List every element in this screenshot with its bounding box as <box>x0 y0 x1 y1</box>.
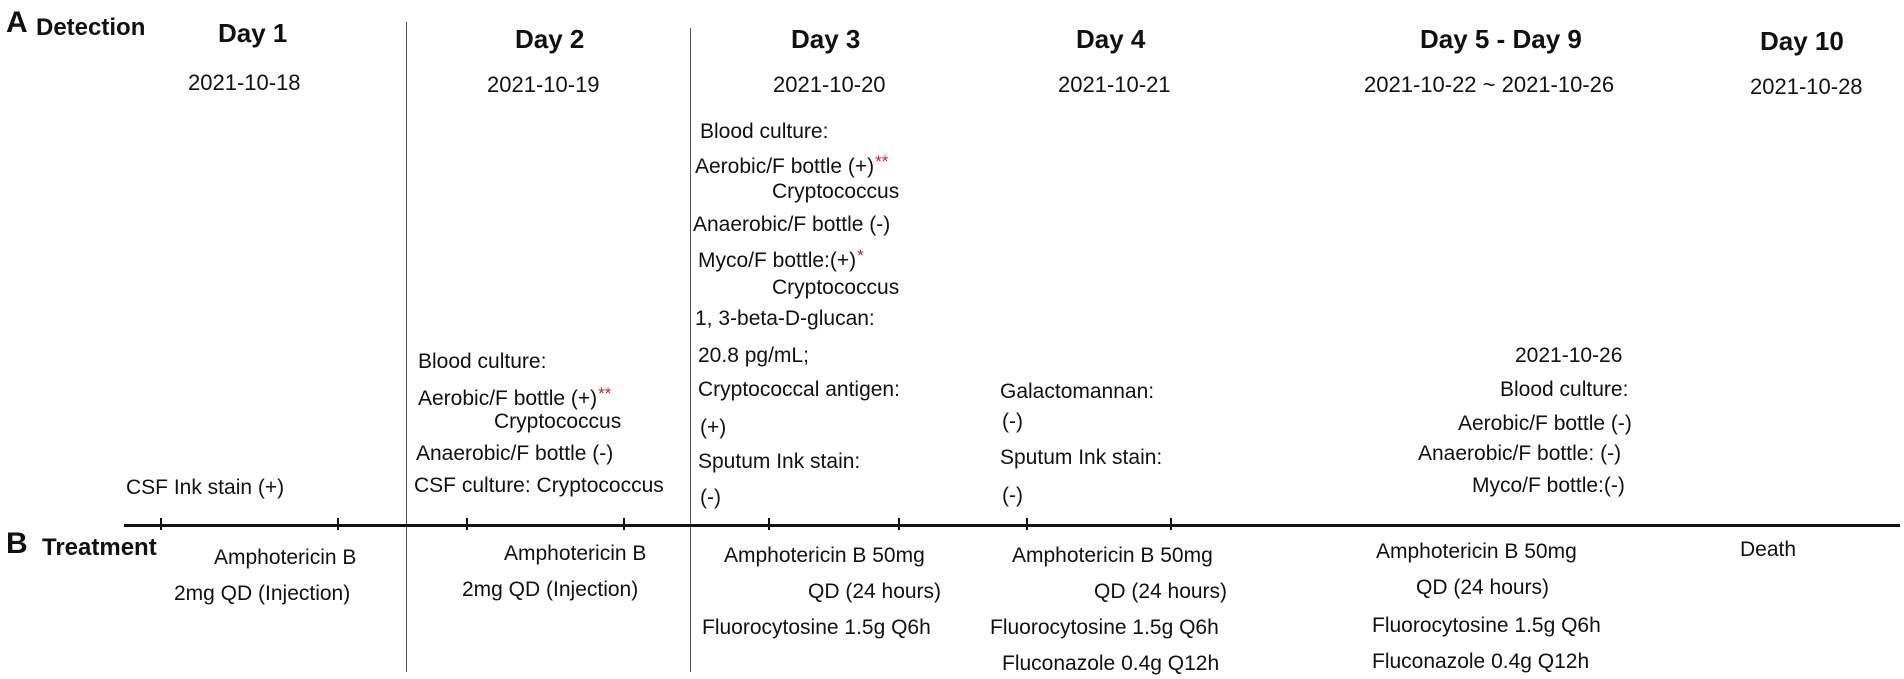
day5-9-title: Day 5 - Day 9 <box>1420 24 1582 54</box>
timeline-tick <box>160 518 162 530</box>
day3-sputum-label: Sputum Ink stain: <box>698 450 861 473</box>
day2-treatment-drug: Amphotericin B <box>504 542 647 565</box>
day4-sputum-value: (-) <box>1002 484 1023 507</box>
day3-anaerobic-result: Anaerobic/F bottle (-) <box>693 213 891 236</box>
day5-9-date: 2021-10-22 ~ 2021-10-26 <box>1364 72 1615 97</box>
day3-myco-result <box>698 246 864 273</box>
day2-date: 2021-10-19 <box>487 72 600 97</box>
day2-aerobic-result <box>418 384 611 411</box>
day1-date: 2021-10-18 <box>188 70 301 95</box>
day3-aerobic-text: Aerobic/F bottle (+) <box>695 155 875 178</box>
day10-title: Day 10 <box>1760 26 1844 56</box>
timeline-tick <box>1170 518 1172 530</box>
day3-myco-text: Myco/F bottle:(+) <box>698 249 857 272</box>
day5-9-culture-date: 2021-10-26 <box>1515 344 1623 367</box>
day3-myco-organism: Cryptococcus <box>772 276 900 299</box>
day4-treatment-amphotericin: Amphotericin B 50mg <box>1012 544 1213 567</box>
day1-title: Day 1 <box>218 18 288 48</box>
day2-title: Day 2 <box>515 24 585 54</box>
day3-aerobic-result <box>695 152 888 179</box>
day5-9-anaerobic-result: Anaerobic/F bottle: (-) <box>1418 442 1622 465</box>
day2-aerobic-organism: Cryptococcus <box>494 410 622 433</box>
day3-myco-significance: * <box>857 246 864 265</box>
day4-galactomannan-value: (-) <box>1002 410 1023 433</box>
day3-blood-culture-heading: Blood culture: <box>700 120 829 143</box>
day3-sputum-value: (-) <box>700 486 721 509</box>
section-b-letter: B <box>6 527 28 560</box>
day3-aerobic-significance: ** <box>875 152 889 171</box>
day3-glucan-label: 1, 3-beta-D-glucan: <box>695 307 875 330</box>
timeline-tick <box>1026 518 1028 530</box>
day3-treatment-schedule: QD (24 hours) <box>808 580 942 603</box>
day4-treatment-fluconazole: Fluconazole 0.4g Q12h <box>1002 652 1220 675</box>
day5-9-myco-result: Myco/F bottle:(-) <box>1472 474 1625 497</box>
day1-treatment-drug: Amphotericin B <box>214 546 357 569</box>
day1-treatment-dose: 2mg QD (Injection) <box>174 582 351 605</box>
day3-title: Day 3 <box>791 24 861 54</box>
day3-antigen-value: (+) <box>700 416 727 439</box>
day4-date: 2021-10-21 <box>1058 72 1171 97</box>
day3-treatment-amphotericin: Amphotericin B 50mg <box>724 544 925 567</box>
day4-galactomannan-label: Galactomannan: <box>1000 380 1155 403</box>
day5-9-treatment-amphotericin: Amphotericin B 50mg <box>1376 540 1577 563</box>
timeline-tick <box>768 518 770 530</box>
day10-date: 2021-10-28 <box>1750 74 1863 99</box>
timeline-axis <box>124 524 1900 527</box>
day5-9-treatment-fluorocytosine: Fluorocytosine 1.5g Q6h <box>1372 614 1601 637</box>
section-a-title: Detection <box>36 14 146 41</box>
day5-9-aerobic-result: Aerobic/F bottle (-) <box>1458 412 1632 435</box>
day4-sputum-label: Sputum Ink stain: <box>1000 446 1163 469</box>
divider-day1-day2 <box>406 22 407 672</box>
day2-blood-culture-heading: Blood culture: <box>418 350 547 373</box>
section-a-letter: A <box>6 6 28 39</box>
day3-aerobic-organism: Cryptococcus <box>772 180 900 203</box>
timeline-tick <box>623 518 625 530</box>
day1-csf-ink-stain: CSF Ink stain (+) <box>126 476 285 499</box>
day4-treatment-fluorocytosine: Fluorocytosine 1.5g Q6h <box>990 616 1219 639</box>
day3-antigen-label: Cryptococcal antigen: <box>698 378 900 401</box>
day2-anaerobic-result: Anaerobic/F bottle (-) <box>416 442 614 465</box>
day5-9-blood-culture-heading: Blood culture: <box>1500 378 1629 401</box>
day2-aerobic-significance: ** <box>598 384 612 403</box>
day5-9-treatment-schedule: QD (24 hours) <box>1416 576 1550 599</box>
section-b-title: Treatment <box>42 534 157 561</box>
divider-day2-day3 <box>690 28 691 672</box>
day3-date: 2021-10-20 <box>773 72 886 97</box>
day2-aerobic-text: Aerobic/F bottle (+) <box>418 387 598 410</box>
timeline-tick <box>898 518 900 530</box>
timeline-tick <box>337 518 339 530</box>
day10-outcome-death: Death <box>1740 538 1797 561</box>
day4-title: Day 4 <box>1076 24 1146 54</box>
day3-glucan-value: 20.8 pg/mL; <box>698 344 809 367</box>
day2-treatment-dose: 2mg QD (Injection) <box>462 578 639 601</box>
day3-treatment-fluorocytosine: Fluorocytosine 1.5g Q6h <box>702 616 931 639</box>
day5-9-treatment-fluconazole: Fluconazole 0.4g Q12h <box>1372 650 1590 673</box>
timeline-tick <box>466 518 468 530</box>
day2-csf-culture: CSF culture: Cryptococcus <box>414 474 664 497</box>
day4-treatment-schedule: QD (24 hours) <box>1094 580 1228 603</box>
